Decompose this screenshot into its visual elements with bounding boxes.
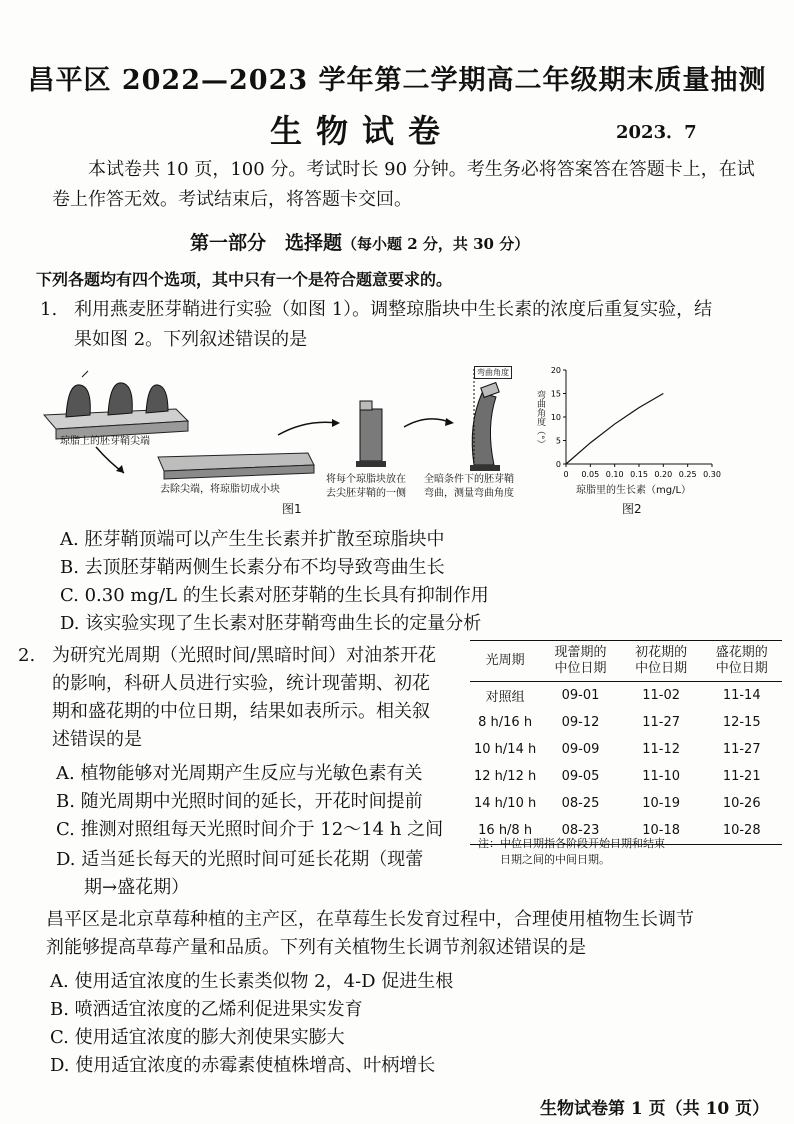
table-cell: 10-18 bbox=[621, 817, 702, 845]
table-cell: 11-27 bbox=[722, 742, 761, 757]
table-cell: 对照组 bbox=[485, 690, 525, 705]
y-tick-label: 10 bbox=[550, 413, 561, 422]
q1-option-c: C. 0.30 mg/L 的生长素对胚芽鞘的生长具有抑制作用 bbox=[60, 585, 489, 606]
chart-axes bbox=[566, 370, 712, 464]
table-header: 初花期的 中位日期 bbox=[621, 641, 702, 682]
table-cell: 11-10 bbox=[642, 769, 680, 784]
q3-option-c: C. 使用适宜浓度的膨大剂使果实膨大 bbox=[50, 1027, 345, 1048]
table-cell: 12-15 bbox=[722, 715, 761, 730]
x-tick-label: 0.30 bbox=[703, 470, 721, 479]
q2-stem-4: 述错误的是 bbox=[52, 729, 142, 750]
table-cell: 09-09 bbox=[561, 742, 600, 757]
table-row bbox=[470, 790, 782, 817]
fig1-label-tips: 琼脂上的胚芽鞘尖端 bbox=[60, 436, 150, 447]
table-cell: 10-26 bbox=[722, 796, 761, 811]
y-tick-label: 20 bbox=[550, 366, 561, 375]
table-row bbox=[470, 682, 782, 710]
fig2-caption: 图2 bbox=[622, 502, 642, 516]
fig1-label-place-1: 将每个琼脂块放在 bbox=[326, 474, 406, 485]
figure-2-chart bbox=[534, 360, 734, 500]
q2-option-a: A. 植物能够对光周期产生反应与光敏色素有关 bbox=[56, 763, 423, 784]
table-header: 光周期 bbox=[470, 641, 540, 682]
table-cell: 11-21 bbox=[722, 769, 761, 784]
chart-xlabel: 琼脂里的生长素（mg/L） bbox=[576, 485, 692, 496]
q2-option-d-cont: 期→盛花期） bbox=[84, 877, 190, 898]
table-row bbox=[470, 763, 782, 790]
intro-line-1: 本试卷共 10 页，100 分。考试时长 90 分钟。考生务必将答案答在答题卡上，在试 bbox=[88, 159, 755, 180]
y-tick-label: 15 bbox=[550, 389, 561, 399]
table-cell: 11-02 bbox=[642, 688, 680, 703]
table-header: 盛花期的 中位日期 bbox=[701, 641, 782, 682]
table-cell: 08-23 bbox=[540, 817, 621, 845]
q3-option-d: D. 使用适宜浓度的赤霉素使植株增高、叶柄增长 bbox=[50, 1055, 436, 1076]
table-row bbox=[470, 736, 782, 763]
q2-option-b: B. 随光周期中光照时间的延长，开花时间提前 bbox=[56, 791, 423, 812]
q2-stem-1: 为研究光周期（光照时间/黑暗时间）对油茶开花 bbox=[52, 645, 437, 666]
table-cell: 10-28 bbox=[701, 817, 782, 845]
chart-ticks bbox=[551, 366, 721, 479]
q3-stem-2: 剂能够提高草莓产量和品质。下列有关植物生长调节剂叙述错误的是 bbox=[46, 937, 586, 958]
table-note-2: 日期之间的中间日期。 bbox=[500, 853, 610, 866]
fig1-label-dark-1: 全暗条件下的胚芽鞘 bbox=[424, 474, 514, 485]
x-tick-label: 0.05 bbox=[581, 470, 600, 479]
q1-option-d: D. 该实验实现了生长素对胚芽鞘弯曲生长的定量分析 bbox=[60, 613, 482, 634]
x-tick-label: 0.20 bbox=[654, 470, 673, 479]
table-cell: 16 h/8 h bbox=[470, 817, 540, 845]
table-cell: 8 h/16 h bbox=[478, 715, 533, 730]
q2-option-d: D. 适当延长每天的光照时间可延长花期（现蕾 bbox=[56, 849, 424, 870]
x-tick-label: 0 bbox=[563, 470, 569, 479]
fig1-caption: 图1 bbox=[282, 502, 302, 516]
part1-heading-row bbox=[190, 228, 529, 255]
q2-stem-2: 的影响，科研人员进行实验，统计现蕾期、初花 bbox=[52, 673, 430, 694]
fig1-label-dark-2: 弯曲，测量弯曲角度 bbox=[424, 488, 514, 499]
subject-title: 生物试卷 bbox=[270, 112, 455, 150]
page-footer: 生物试卷第 1 页（共 10 页） bbox=[540, 1099, 770, 1119]
q1-number: 1. bbox=[40, 299, 58, 320]
q3-option-a: A. 使用适宜浓度的生长素类似物 2，4-D 促进生根 bbox=[50, 971, 454, 992]
exam-date: 2023．7 bbox=[616, 122, 697, 143]
q1-stem-2: 果如图 2。下列叙述错误的是 bbox=[74, 329, 308, 350]
x-tick-label: 0.10 bbox=[605, 470, 624, 479]
table-cell: 14 h/10 h bbox=[474, 796, 537, 811]
table-header: 现蕾期的 中位日期 bbox=[540, 641, 621, 682]
chart-series bbox=[566, 394, 663, 465]
series-line bbox=[566, 394, 663, 465]
table-cell: 12 h/12 h bbox=[474, 769, 537, 784]
y-tick-label: 0 bbox=[555, 460, 561, 469]
q2-data-table bbox=[470, 640, 782, 845]
q1-option-a: A. 胚芽鞘顶端可以产生生长素并扩散至琼脂块中 bbox=[60, 529, 445, 550]
part1-heading: 第一部分 选择题 bbox=[190, 232, 343, 254]
chart-ylabel: 弯曲角度（°） bbox=[535, 390, 545, 449]
fig1-label-place-2: 去尖胚芽鞘的一侧 bbox=[326, 488, 406, 499]
intro-line-2: 卷上作答无效。考试结束后，将答题卡交回。 bbox=[52, 189, 412, 210]
exam-title: 昌平区 2022—2023 学年第二学期高二年级期末质量抽测 bbox=[27, 65, 767, 96]
q1-stem-1: 利用燕麦胚芽鞘进行实验（如图 1）。调整琼脂块中生长素的浓度后重复实验，结 bbox=[74, 299, 713, 320]
table-header-row bbox=[470, 641, 782, 682]
table-cell: 11-14 bbox=[722, 688, 761, 703]
q2-option-c: C. 推测对照组每天光照时间介于 12～14 h 之间 bbox=[56, 819, 444, 840]
x-tick-label: 0.15 bbox=[630, 470, 648, 479]
part1-note: （每小题 2 分，共 30 分） bbox=[342, 235, 530, 253]
q2-stem-3: 期和盛花期的中位日期，结果如表所示。相关叙 bbox=[52, 701, 430, 722]
q2-number: 2. bbox=[18, 645, 36, 666]
x-tick-label: 0.25 bbox=[678, 470, 697, 479]
table-cell: 09-12 bbox=[561, 715, 600, 730]
table-cell: 11-12 bbox=[642, 742, 680, 757]
table-cell: 09-01 bbox=[561, 688, 600, 703]
table-cell: 09-05 bbox=[561, 769, 600, 784]
table-cell: 08-25 bbox=[561, 796, 600, 811]
part1-instruction: 下列各题均有四个选项，其中只有一个是符合题意要求的。 bbox=[36, 270, 453, 289]
q3-stem-1: 昌平区是北京草莓种植的主产区，在草莓生长发育过程中，合理使用植物生长调节 bbox=[46, 909, 694, 930]
q1-option-b: B. 去顶胚芽鞘两侧生长素分布不均导致弯曲生长 bbox=[60, 557, 445, 578]
table-note-1: 注：中位日期指各阶段开始日期和结束 bbox=[478, 837, 665, 850]
table-cell: 11-27 bbox=[642, 715, 680, 730]
table-row bbox=[470, 709, 782, 736]
y-tick-label: 5 bbox=[555, 436, 561, 446]
fig1-label-cut: 去除尖端，将琼脂切成小块 bbox=[160, 484, 280, 495]
fig1-label-angle: 弯曲角度 bbox=[474, 366, 512, 379]
q3-option-b: B. 喷洒适宜浓度的乙烯利促进果实发育 bbox=[50, 999, 363, 1020]
table-cell: 10 h/14 h bbox=[474, 742, 537, 757]
table-cell: 10-19 bbox=[642, 796, 680, 811]
